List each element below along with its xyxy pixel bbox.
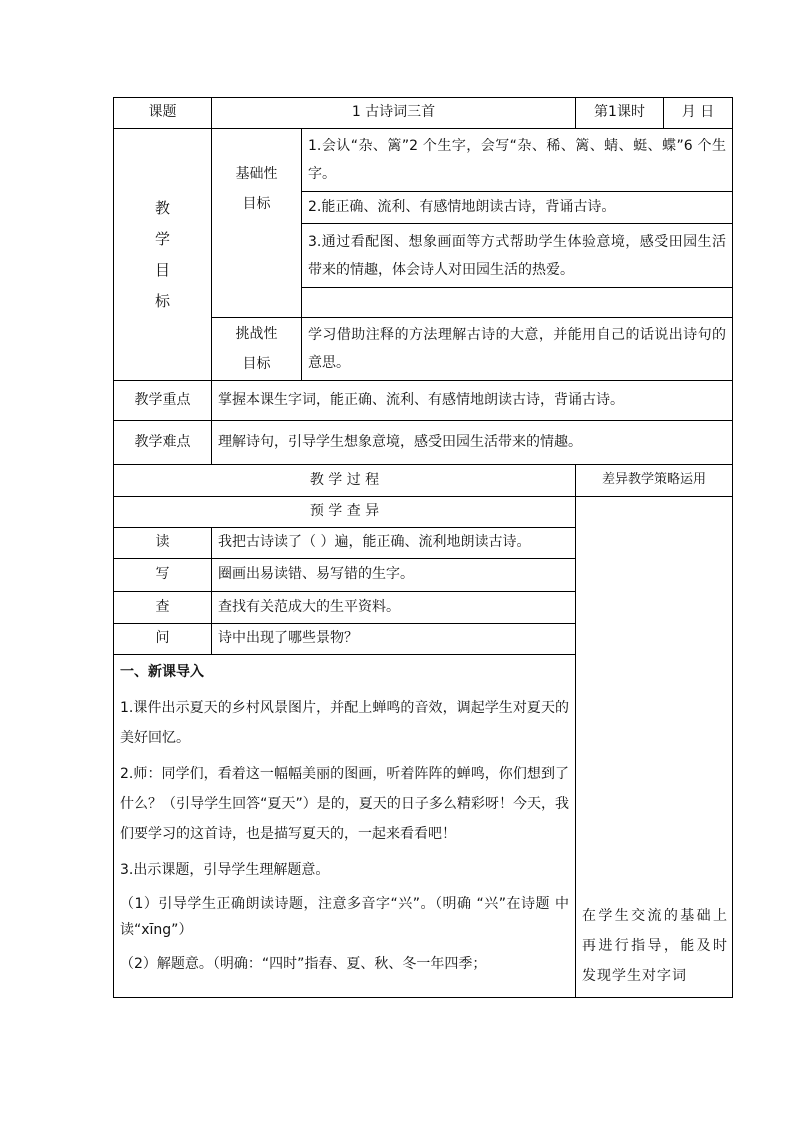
section-title: 一、新课导入 bbox=[120, 664, 204, 680]
preview-row-text: 查找有关范成大的生平资料。 bbox=[212, 592, 576, 624]
basic-goal-1: 1.会认“杂、篱”2 个生字，会写“杂、稀、篱、蜻、蜓、蝶”6 个生字。 bbox=[302, 129, 733, 192]
strategy-cell bbox=[576, 497, 733, 998]
basic-goal-3: 3.通过看配图、想象画面等方式帮助学生体验意境，感受田园生活带来的情趣，体会诗人对田园生活的热爱。 bbox=[302, 224, 733, 288]
preview-row-label: 写 bbox=[114, 559, 212, 592]
basic-goal-2: 2.能正确、流利、有感情地朗读古诗，背诵古诗。 bbox=[302, 192, 733, 224]
body-paragraph-2: 2.师：同学们，看着这一幅幅美丽的图画，听着阵阵的蝉鸣，你们想到了什么？（引导学生回答“夏天”）是的，夏天的日子多么精彩呀！今天，我们要学习的这首诗，也是描写夏天的，一起来看看吧！ bbox=[120, 766, 570, 842]
preview-row-label: 读 bbox=[114, 528, 212, 559]
preview-header: 预 学 查 异 bbox=[114, 497, 576, 528]
key-points-label: 教学重点 bbox=[114, 381, 212, 421]
preview-row-label: 问 bbox=[114, 624, 212, 655]
header-row bbox=[114, 98, 733, 129]
body-paragraph-3: 3.出示课题，引导学生理解题意。 bbox=[120, 862, 330, 878]
teaching-goals-label: 教 学 目 标 bbox=[114, 129, 212, 381]
body-paragraph-1: 1.课件出示夏天的乡村风景图片，并配上蝉鸣的音效，调起学生对夏天的美好回忆。 bbox=[120, 700, 570, 746]
key-points-text: 掌握本课生字词，能正确、流利、有感情地朗读古诗，背诵古诗。 bbox=[212, 381, 733, 421]
strategy-header: 差异教学策略运用 bbox=[576, 465, 733, 497]
topic-label: 课题 bbox=[114, 98, 212, 129]
preview-row-text: 诗中出现了哪些景物？ bbox=[212, 624, 576, 655]
difficult-points-label: 教学难点 bbox=[114, 421, 212, 465]
lesson-body bbox=[114, 655, 576, 998]
basic-goal-4-empty bbox=[302, 288, 733, 318]
basic-goals-label: 基础性 目标 bbox=[212, 129, 302, 318]
period-cell: 第1课时 bbox=[576, 98, 664, 129]
preview-row-label: 查 bbox=[114, 592, 212, 624]
body-paragraph-4: （1）引导学生正确朗读诗题，注意多音字“兴”。（明确 “兴”在诗题 中读“xīng”） bbox=[120, 896, 570, 938]
lesson-title: 1 古诗词三首 bbox=[212, 98, 576, 129]
challenge-goals-label: 挑战性 目标 bbox=[212, 318, 302, 381]
process-header: 教 学 过 程 bbox=[114, 465, 576, 497]
lesson-plan-table bbox=[113, 97, 733, 998]
difficult-points-text: 理解诗句，引导学生想象意境，感受田园生活带来的情趣。 bbox=[212, 421, 733, 465]
challenge-goal-text: 学习借助注释的方法理解古诗的大意，并能用自己的话说出诗句的意思。 bbox=[302, 318, 733, 381]
preview-row-text: 我把古诗读了（ ）遍，能正确、流利地朗读古诗。 bbox=[212, 528, 576, 559]
body-paragraph-5: （2）解题意。（明确：“四时”指春、夏、秋、冬一年四季； bbox=[120, 956, 487, 972]
date-cell: 月 日 bbox=[664, 98, 733, 129]
preview-row-text: 圈画出易读错、易写错的生字。 bbox=[212, 559, 576, 592]
strategy-text: 在学生交流的基础上再进行指导，能及时发现学生对字词 bbox=[582, 908, 729, 984]
